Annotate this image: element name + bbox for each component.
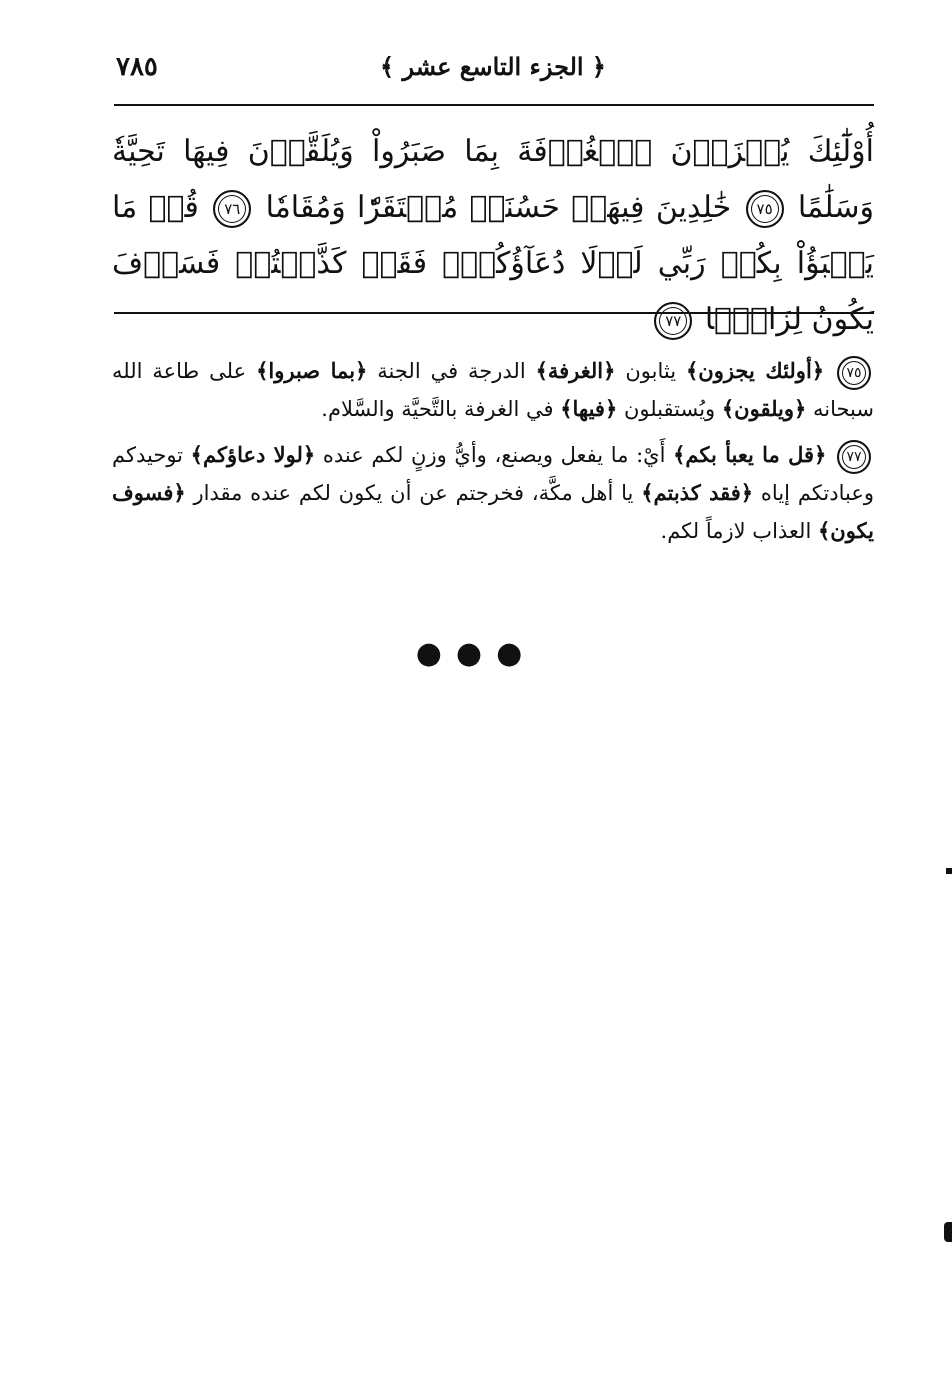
commentary-text: في الغرفة بالتَّحيَّة والسَّلام. xyxy=(321,397,561,421)
commentary-text: يثابون xyxy=(615,359,686,383)
quoted-phrase: ﴿فسوف يكون﴾ xyxy=(112,480,874,543)
page-number: ٧٨٥ xyxy=(116,52,158,82)
commentary-text: يا أهل مكَّة، فخرجتم عن أن يكون لكم عنده مقدار xyxy=(185,481,642,505)
quoted-phrase: ﴿أولئك يجزون﴾ xyxy=(685,358,825,383)
commentary-text: الدرجة في الجنة xyxy=(367,359,536,383)
quoted-phrase: ﴿بما صبروا﴾ xyxy=(256,358,368,383)
verse-text: قُلۡ مَا يَعۡبَؤُاْ بِكُمۡ رَبِّي لَوۡلَا دُعَآؤُكُمۡۖ فَقَدۡ كَذَّبۡتُمۡ فَسَوۡفَ يَكُونُ لِزَامَۢا xyxy=(112,190,874,337)
commentary-text: العذاب لازماً لكم. xyxy=(660,519,818,543)
quoted-phrase: ﴿فقد كذبتم﴾ xyxy=(641,480,754,505)
verse-text: خَٰلِدِينَ فِيهَاۚ حَسُنَتۡ مُسۡتَقَرّٗا وَمُقَامٗا xyxy=(265,190,732,225)
running-title: ﴿ الجزء التاسع عشر ﴾ xyxy=(380,52,606,81)
quoted-phrase: ﴿الغرفة﴾ xyxy=(535,358,616,383)
header-divider xyxy=(114,104,874,106)
commentary-text: ويُستقبلون xyxy=(617,397,722,421)
verse-text: أُوْلَٰٓئِكَ يُجۡزَوۡنَ ٱلۡغُرۡفَةَ بِمَا صَبَرُواْ وَيُلَقَّوۡنَ فِيهَا تَحِيَّةٗ وَسَلَٰمًا xyxy=(112,134,874,225)
verse-number-marker: ٧٧ xyxy=(837,440,871,474)
scan-edge-mark xyxy=(944,1222,952,1242)
page-header xyxy=(112,38,874,98)
verse-number-marker: ٧٥ xyxy=(837,356,871,390)
commentary-text: توحيدكم وعبادتكم إياه xyxy=(112,443,874,505)
quoted-phrase: ﴿فيها﴾ xyxy=(560,396,618,421)
end-ornament: ●●● xyxy=(415,636,537,671)
quoted-phrase: ﴿ويلقون﴾ xyxy=(721,396,807,421)
verse-number-marker: ٧٥ xyxy=(746,190,784,228)
section-divider xyxy=(114,312,874,314)
quoted-phrase: ﴿قل ما يعبأ بكم﴾ xyxy=(673,442,827,467)
quoted-phrase: ﴿لولا دعاؤكم﴾ xyxy=(190,442,316,467)
commentary-text: على طاعة الله سبحانه xyxy=(112,359,874,421)
quran-verses xyxy=(112,124,874,348)
commentary-paragraph xyxy=(112,436,874,550)
scan-edge-mark xyxy=(946,868,952,874)
verse-number-marker: ٧٧ xyxy=(654,302,692,340)
verse-number-marker: ٧٦ xyxy=(213,190,251,228)
commentary-text: أَيْ: ما يفعل ويصنع، وأيُّ وزنٍ لكم عنده xyxy=(315,443,674,467)
commentary-paragraph xyxy=(112,352,874,428)
tafsir-commentary xyxy=(112,352,874,558)
